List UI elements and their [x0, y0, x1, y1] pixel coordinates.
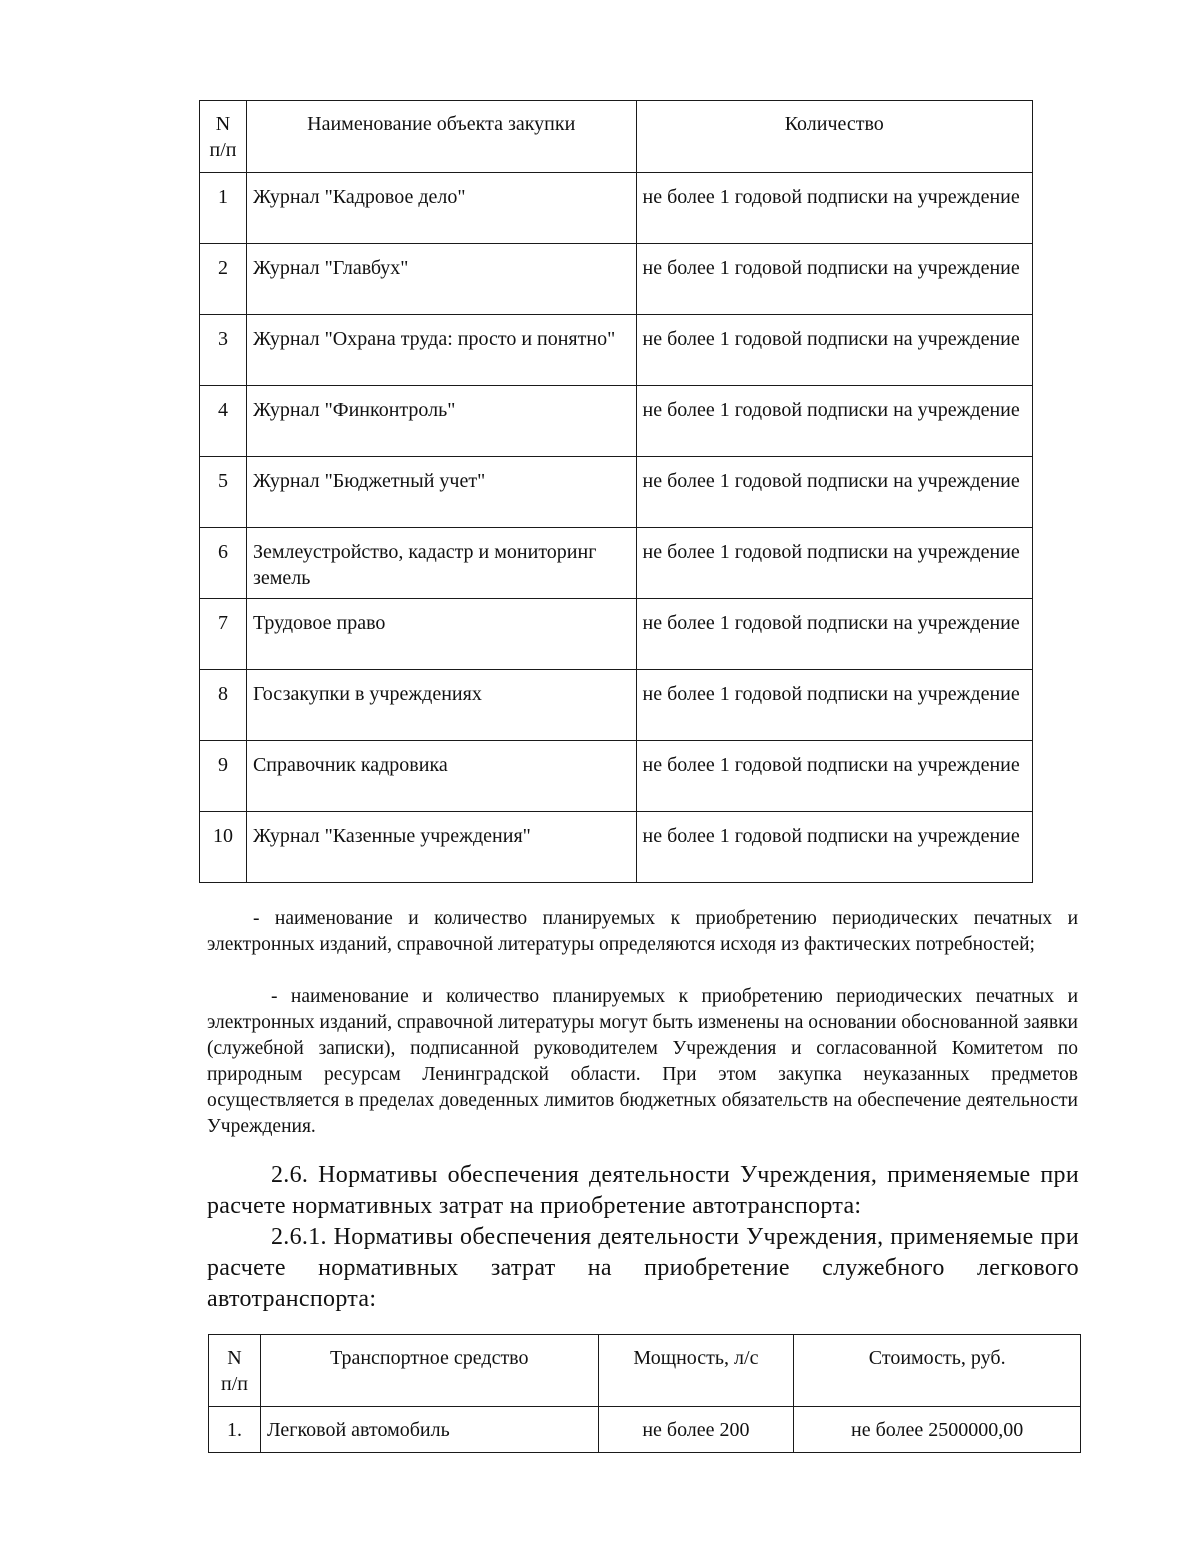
- row-item-name: Журнал "Бюджетный учет": [246, 457, 636, 528]
- row-quantity: не более 1 годовой подписки на учреждение: [636, 741, 1032, 812]
- row-number: 5: [200, 457, 247, 528]
- row-number: 6: [200, 528, 247, 599]
- note-paragraph-2: - наименование и количество планируемых к приобретению периодических печатных и электронных изданий, справочной литературы могут быть изменены на основании обоснованной заявки (служебной записки), подписанной руководителем Учреждения и согласованной Комитетом по природным ресурсам Ленинградской области. При этом закупка неуказанных предметов осуществляется в пределах доведенных лимитов бюджетных обязательств на обеспечение деятельности Учреждения.: [207, 986, 1078, 1137]
- header-cost: Стоимость, руб.: [794, 1335, 1081, 1407]
- table-row: [200, 386, 1033, 457]
- table-row: [200, 315, 1033, 386]
- table-row: [200, 457, 1033, 528]
- row-item-name: Журнал "Охрана труда: просто и понятно": [246, 315, 636, 386]
- header-quantity: Количество: [636, 101, 1032, 173]
- procurement-table: [199, 100, 1033, 883]
- row-item-name: Госзакупки в учреждениях: [246, 670, 636, 741]
- row-quantity: не более 1 годовой подписки на учреждение: [636, 457, 1032, 528]
- table-header-row: [200, 101, 1033, 173]
- note-paragraph-1: - наименование и количество планируемых к приобретению периодических печатных и электронных изданий, справочной литературы определяются исходя из фактических потребностей;: [207, 908, 1078, 955]
- row-number: 8: [200, 670, 247, 741]
- row-quantity: не более 1 годовой подписки на учреждение: [636, 528, 1032, 599]
- row-quantity: не более 1 годовой подписки на учреждение: [636, 244, 1032, 315]
- row-quantity: не более 1 годовой подписки на учреждение: [636, 599, 1032, 670]
- header-power: Мощность, л/с: [598, 1335, 794, 1407]
- row-item-name: Трудовое право: [246, 599, 636, 670]
- table-row: [200, 528, 1033, 599]
- vehicle-table: [208, 1334, 1081, 1453]
- row-quantity: не более 1 годовой подписки на учреждение: [636, 315, 1032, 386]
- table-header-row: [209, 1335, 1081, 1407]
- row-number: 7: [200, 599, 247, 670]
- row-vehicle: Легковой автомобиль: [260, 1407, 598, 1453]
- row-item-name: Журнал "Главбух": [246, 244, 636, 315]
- header-number: N п/п: [209, 1335, 261, 1407]
- row-cost: не более 2500000,00: [794, 1407, 1081, 1453]
- row-number: 10: [200, 812, 247, 883]
- table-row: [200, 173, 1033, 244]
- section-2-6-1-heading: 2.6.1. Нормативы обеспечения деятельности Учреждения, применяемые при расчете нормативных затрат на приобретение служебного легкового автотранспорта:: [207, 1224, 1079, 1312]
- table-row: [200, 244, 1033, 315]
- header-vehicle: Транспортное средство: [260, 1335, 598, 1407]
- row-item-name: Журнал "Финконтроль": [246, 386, 636, 457]
- table-row: [200, 599, 1033, 670]
- row-number: 3: [200, 315, 247, 386]
- table-row: [200, 670, 1033, 741]
- row-item-name: Землеустройство, кадастр и мониторинг земель: [246, 528, 636, 599]
- table-row: [200, 812, 1033, 883]
- row-number: 2: [200, 244, 247, 315]
- row-quantity: не более 1 годовой подписки на учреждение: [636, 173, 1032, 244]
- row-item-name: Справочник кадровика: [246, 741, 636, 812]
- row-item-name: Журнал "Казенные учреждения": [246, 812, 636, 883]
- row-power: не более 200: [598, 1407, 794, 1453]
- header-number: N п/п: [200, 101, 247, 173]
- section-2-6-heading: 2.6. Нормативы обеспечения деятельности Учреждения, применяемые при расчете нормативных затрат на приобретение автотранспорта:: [207, 1162, 1079, 1219]
- row-number: 4: [200, 386, 247, 457]
- row-quantity: не более 1 годовой подписки на учреждение: [636, 812, 1032, 883]
- row-number: 1.: [209, 1407, 261, 1453]
- header-item-name: Наименование объекта закупки: [246, 101, 636, 173]
- row-quantity: не более 1 годовой подписки на учреждение: [636, 670, 1032, 741]
- row-quantity: не более 1 годовой подписки на учреждение: [636, 386, 1032, 457]
- table-row: [200, 741, 1033, 812]
- row-number: 9: [200, 741, 247, 812]
- table-row: [209, 1407, 1081, 1453]
- row-number: 1: [200, 173, 247, 244]
- row-item-name: Журнал "Кадровое дело": [246, 173, 636, 244]
